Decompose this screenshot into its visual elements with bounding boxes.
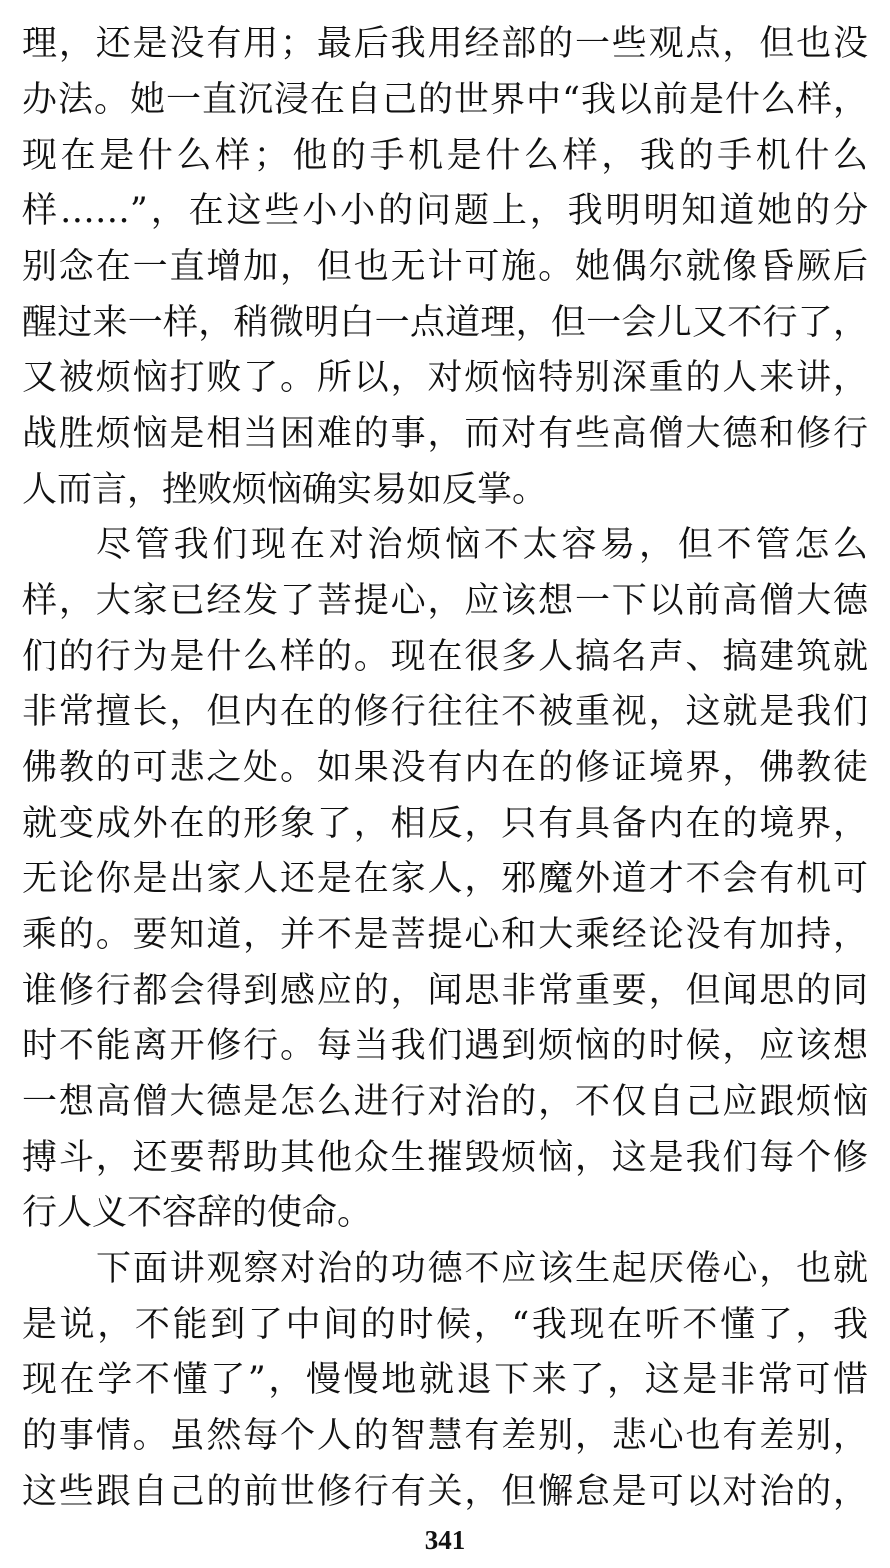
text-line: 谁修行都会得到感应的，闻思非常重要，但闻思的同 — [22, 971, 868, 1011]
text-line: 别念在一直增加，但也无计可施。她偶尔就像昏厥后 — [22, 247, 868, 287]
page-number: 341 — [424, 1525, 466, 1555]
text-line: 现在是什么样；他的手机是什么样，我的手机什么 — [22, 136, 868, 176]
text-line: 这些跟自己的前世修行有关，但懈怠是可以对治的， — [22, 1472, 868, 1512]
text-line: 人而言，挫败烦恼确实易如反掌。 — [22, 470, 548, 510]
paragraph-first-line: 下面讲观察对治的功德不应该生起厌倦心，也就 — [96, 1249, 868, 1289]
text-line: 战胜烦恼是相当困难的事，而对有些高僧大德和修行 — [22, 414, 868, 454]
text-line: 搏斗，还要帮助其他众生摧毁烦恼，这是我们每个修 — [22, 1138, 868, 1178]
text-line: 的事情。虽然每个人的智慧有差别，悲心也有差别， — [22, 1416, 868, 1456]
text-line: 们的行为是什么样的。现在很多人搞名声、搞建筑就 — [22, 637, 868, 677]
text-line: 就变成外在的形象了，相反，只有具备内在的境界， — [22, 804, 868, 844]
text-line: 样……”，在这些小小的问题上，我明明知道她的分 — [22, 191, 868, 231]
text-line: 非常擅长，但内在的修行往往不被重视，这就是我们 — [22, 692, 868, 732]
text-line: 佛教的可悲之处。如果没有内在的修证境界，佛教徒 — [22, 748, 868, 788]
text-line: 现在学不懂了”，慢慢地就退下来了，这是非常可惜 — [22, 1360, 868, 1400]
paragraph-first-line: 尽管我们现在对治烦恼不太容易，但不管怎么 — [96, 525, 868, 565]
text-line: 时不能离开修行。每当我们遇到烦恼的时候，应该想 — [22, 1026, 868, 1066]
text-line: 无论你是出家人还是在家人，邪魔外道才不会有机可 — [22, 859, 868, 899]
text-line: 行人义不容辞的使命。 — [22, 1193, 373, 1233]
text-line: 醒过来一样，稍微明白一点道理，但一会儿又不行了， — [22, 303, 868, 343]
text-line: 是说，不能到了中间的时候，“我现在听不懂了，我 — [22, 1305, 868, 1345]
text-line: 样，大家已经发了菩提心，应该想一下以前高僧大德 — [22, 581, 868, 621]
text-line: 办法。她一直沉浸在自己的世界中“我以前是什么样， — [22, 80, 868, 120]
text-line: 又被烦恼打败了。所以，对烦恼特别深重的人来讲， — [22, 358, 868, 398]
text-line: 乘的。要知道，并不是菩提心和大乘经论没有加持， — [22, 915, 868, 955]
text-line: 理，还是没有用；最后我用经部的一些观点，但也没 — [22, 24, 868, 64]
text-line: 一想高僧大德是怎么进行对治的，不仅自己应跟烦恼 — [22, 1082, 868, 1122]
